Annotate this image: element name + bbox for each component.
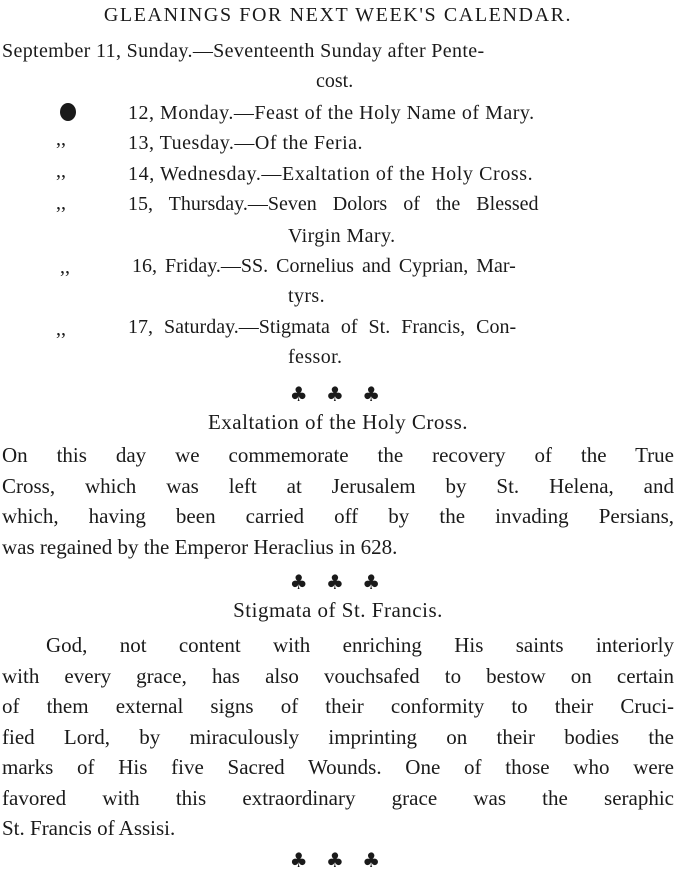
- calendar-entry-sept-15-continued: Virgin Mary.: [288, 225, 396, 247]
- calendar-entry-sept-15: 15, Thursday.—Seven Dolors of the Blessed: [128, 193, 539, 215]
- section-title-stigmata: Stigmata of St. Francis.: [233, 598, 443, 622]
- paragraph-stigmata: [2, 630, 674, 844]
- section-ornament: ♣ ♣ ♣: [289, 848, 387, 872]
- calendar-entry-sept-17: 17, Saturday.—Stigmata of St. Francis, Con-: [128, 316, 517, 338]
- paragraph-line: which, having been carried off by the invading Persians,: [2, 504, 674, 528]
- ditto-mark: ,,: [56, 160, 66, 182]
- paragraph-line: favored with this extraordinary grace was the seraphic: [2, 785, 674, 810]
- paragraph-line: God, not content with enriching His saints interiorly: [46, 633, 674, 657]
- calendar-entry-sept-12: 12, Monday.—Feast of the Holy Name of Mary.: [128, 102, 535, 124]
- paragraph-line: of them external signs of their conformity to their Cruci-: [2, 694, 674, 718]
- paragraph-line: was regained by the Emperor Heraclius in 628.: [2, 534, 398, 559]
- calendar-entry-sept-11-continued: cost.: [316, 70, 354, 92]
- ditto-mark: ,,: [56, 128, 66, 150]
- paragraph-line: St. Francis of Assisi.: [2, 816, 176, 840]
- calendar-entry-sept-13: 13, Tuesday.—Of the Feria.: [128, 132, 364, 154]
- calendar-entry-sept-11: September 11, Sunday.—Seventeenth Sunday after Pente-: [2, 40, 485, 62]
- paragraph-line: with every grace, has also vouchsafed to bestow on certain: [2, 663, 674, 688]
- calendar-entry-sept-16: 16, Friday.—SS. Cornelius and Cyprian, Mar-: [132, 255, 516, 277]
- section-title-holy-cross: Exaltation of the Holy Cross.: [207, 410, 469, 434]
- paragraph-line: marks of His five Sacred Wounds. One of those who were: [2, 755, 674, 779]
- calendar-entry-sept-14: 14, Wednesday.—Exaltation of the Holy Cross.: [128, 163, 534, 185]
- paragraph-line: fied Lord, by miraculously imprinting on their bodies the: [2, 724, 674, 749]
- calendar-entry-sept-17-continued: fessor.: [288, 346, 343, 368]
- paragraph-holy-cross: [2, 440, 674, 562]
- ditto-mark: ,,: [56, 318, 66, 340]
- ditto-mark: ,,: [60, 256, 70, 278]
- page-heading: GLEANINGS FOR NEXT WEEK'S CALENDAR.: [103, 4, 573, 26]
- calendar-entry-sept-16-continued: tyrs.: [288, 285, 325, 307]
- paragraph-line: Cross, which was left at Jerusalem by St. Helena, and: [2, 473, 674, 498]
- ink-blot-icon: [60, 103, 76, 121]
- ditto-mark: ,,: [56, 192, 66, 214]
- section-ornament: ♣ ♣ ♣: [289, 382, 387, 406]
- section-ornament: ♣ ♣ ♣: [289, 570, 387, 594]
- paragraph-line: On this day we commemorate the recovery of the True: [2, 443, 674, 467]
